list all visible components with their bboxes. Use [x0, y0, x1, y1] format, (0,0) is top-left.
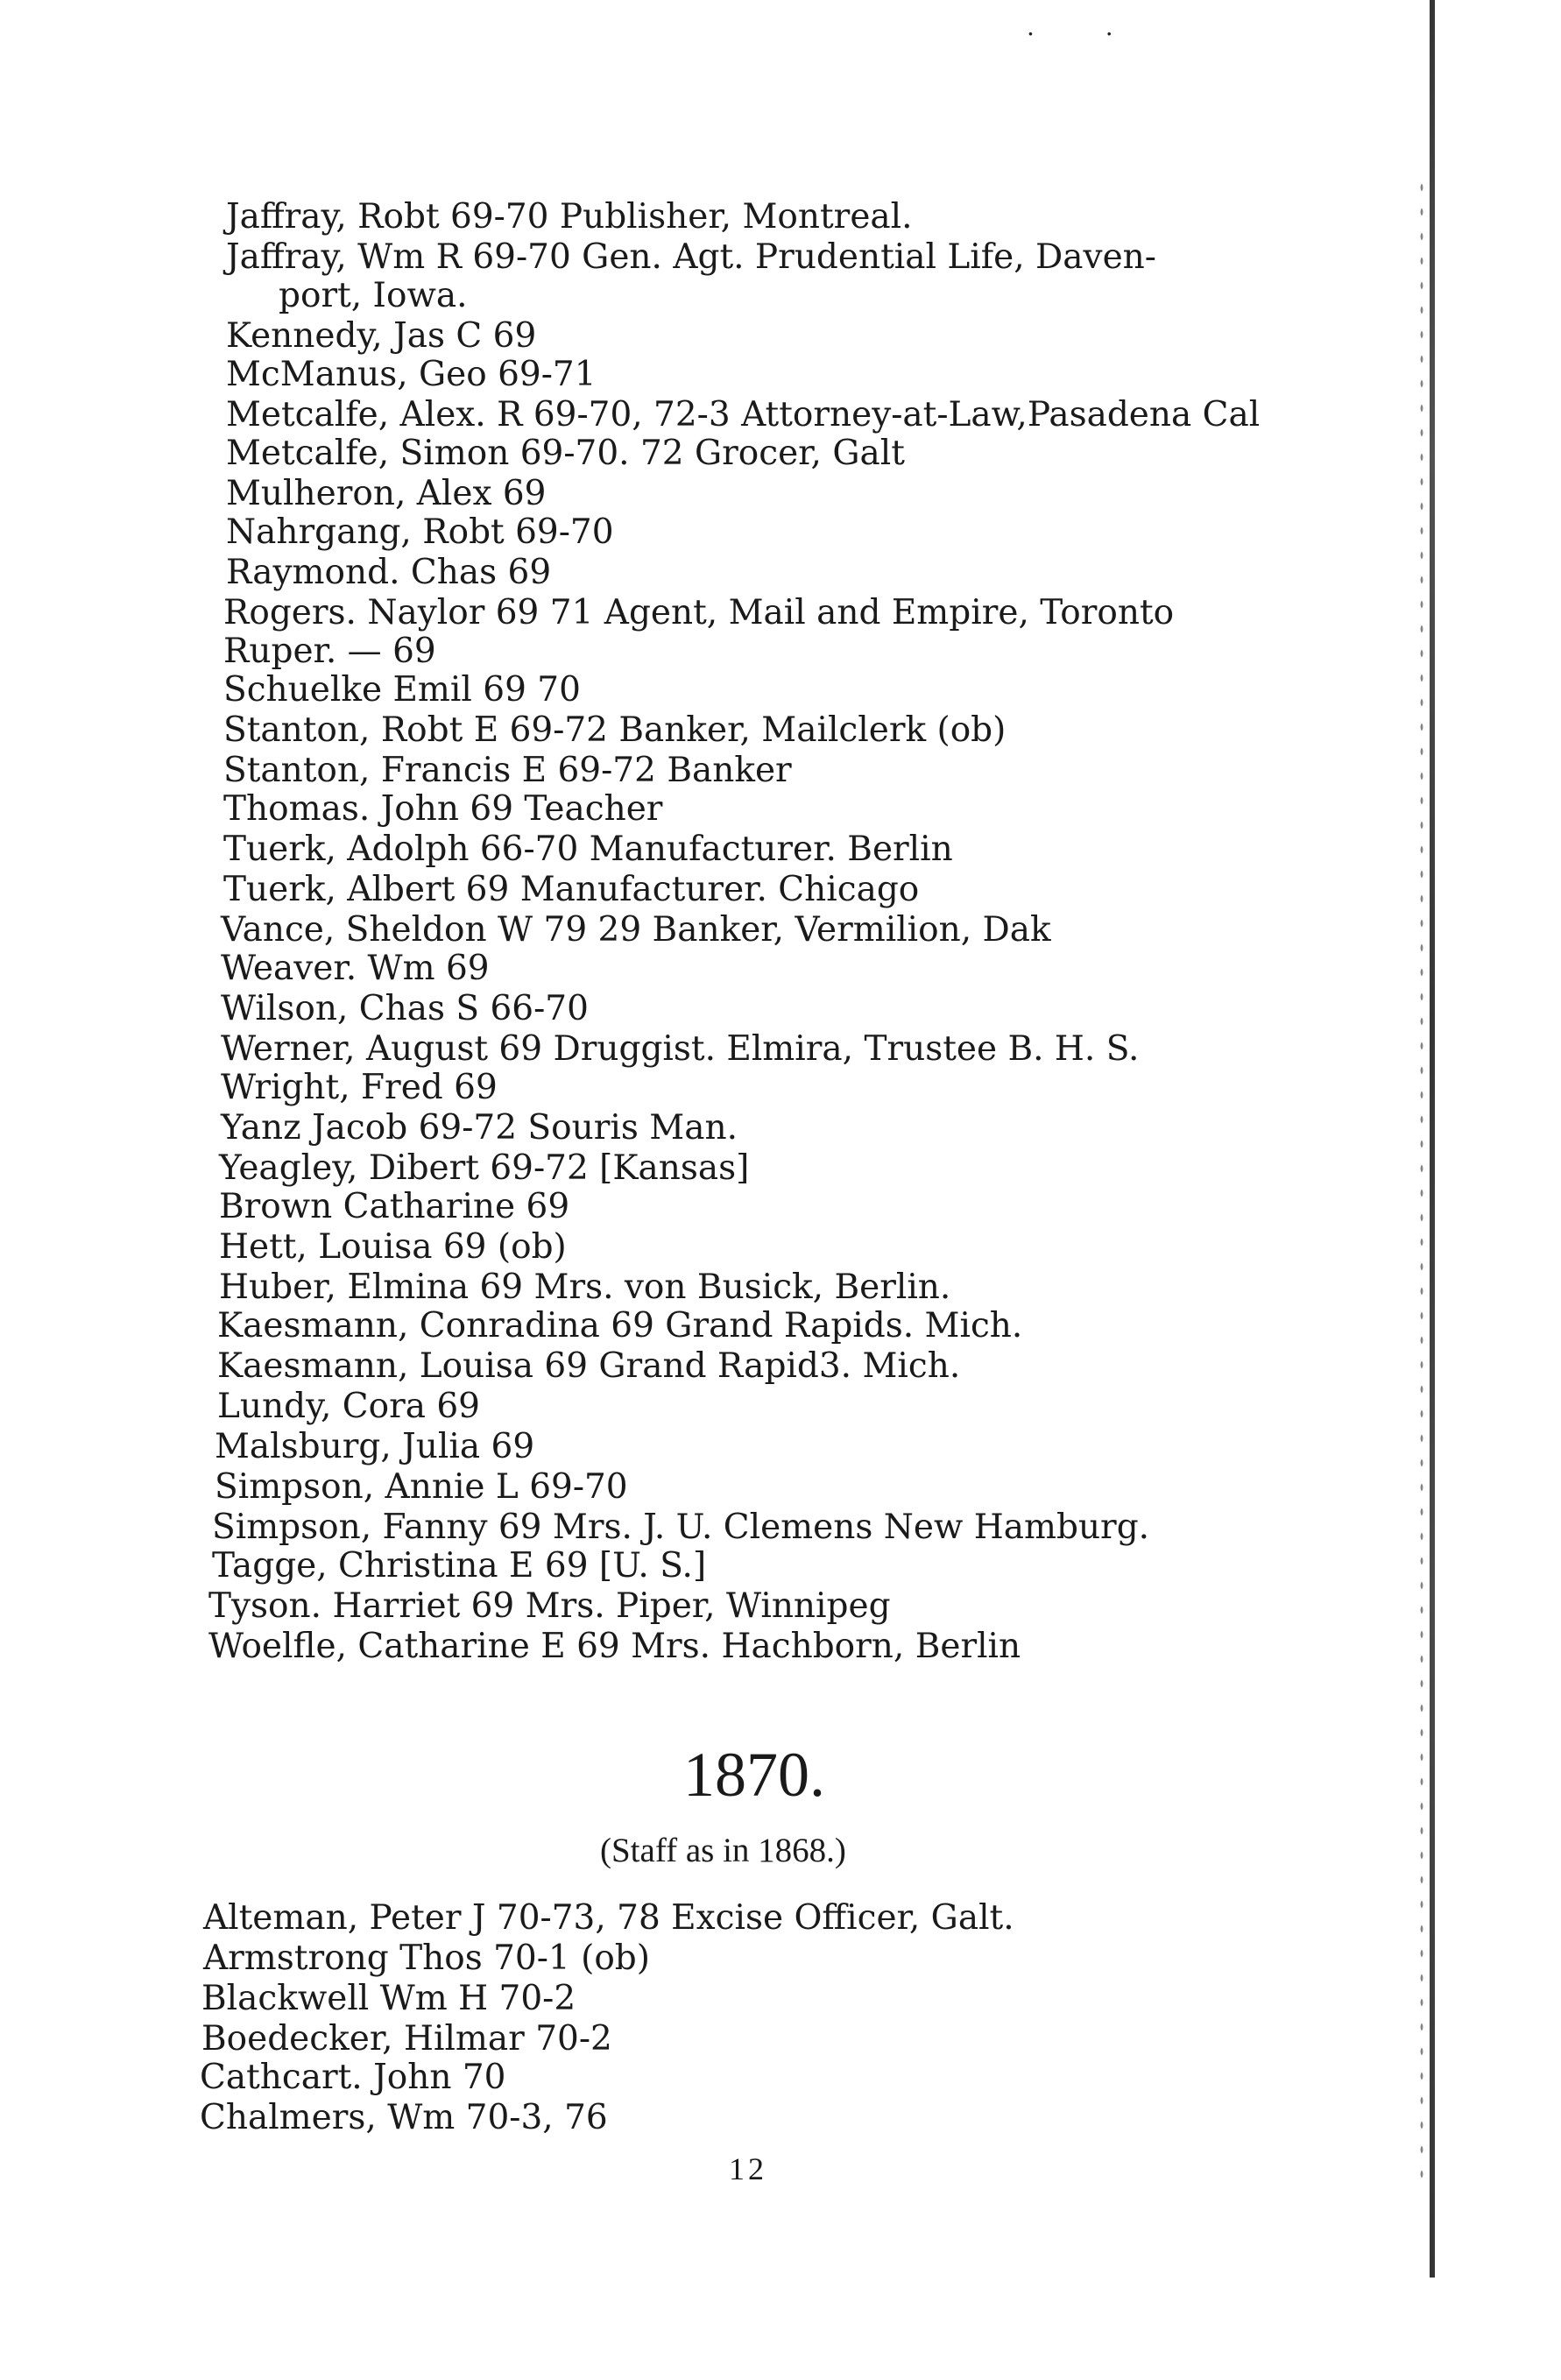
entry-line: Huber, Elmina 69 Mrs. von Busick, Berlin. [219, 1268, 951, 1307]
entry-line: Tuerk, Albert 69 Manufacturer. Chicago [223, 870, 920, 909]
entry-line: Schuelke Emil 69 70 [223, 670, 581, 710]
entry-line: Hett, Louisa 69 (ob) [219, 1227, 567, 1267]
entry-line: Woelfle, Catharine E 69 Mrs. Hachborn, Berlin [208, 1627, 1021, 1666]
page-number: 12 [729, 2151, 767, 2186]
entry-line: Rogers. Naylor 69 71 Agent, Mail and Empire, Toronto [223, 593, 1175, 632]
entry-line: Boedecker, Hilmar 70-2 [201, 2019, 612, 2059]
entry-line: Malsburg, Julia 69 [215, 1427, 535, 1466]
entry-line: Armstrong Thos 70-1 (ob) [203, 1939, 650, 1978]
entry-line: Stanton, Robt E 69-72 Banker, Mailclerk (ob) [223, 710, 1007, 750]
entry-line: Alteman, Peter J 70-73, 78 Excise Officer, Galt. [203, 1898, 1014, 1938]
entry-line: Werner, August 69 Druggist. Elmira, Trustee B. H. S. [221, 1029, 1140, 1069]
entry-line: Jaffray, Robt 69-70 Publisher, Montreal. [226, 197, 913, 237]
staff-note: (Staff as in 1868.) [600, 1832, 846, 1869]
entry-line: Metcalfe, Simon 69-70. 72 Grocer, Galt [226, 434, 905, 473]
entry-line: Tuerk, Adolph 66-70 Manufacturer. Berlin [223, 830, 953, 869]
entry-line: Simpson, Fanny 69 Mrs. J. U. Clemens New Hamburg. [212, 1508, 1150, 1547]
entry-line: Thomas. John 69 Teacher [223, 789, 663, 829]
page-edge-speckle [1417, 175, 1426, 2190]
entry-line: Raymond. Chas 69 [226, 553, 552, 592]
entry-line: Kaesmann, Conradina 69 Grand Rapids. Mich. [217, 1306, 1023, 1345]
entry-line: Yeagley, Dibert 69-72 [Kansas] [219, 1148, 750, 1188]
year-heading: 1870. [683, 1740, 825, 1810]
entry-line: Kaesmann, Louisa 69 Grand Rapid3. Mich. [217, 1346, 961, 1386]
entry-line: Ruper. — 69 [223, 632, 436, 671]
entry-line: Tagge, Christina E 69 [U. S.] [212, 1546, 707, 1585]
entry-line: Tyson. Harriet 69 Mrs. Piper, Winnipeg [208, 1586, 891, 1626]
entry-line: Stanton, Francis E 69-72 Banker [223, 751, 792, 790]
entry-line: Vance, Sheldon W 79 29 Banker, Vermilion, Dak [221, 910, 1051, 950]
entry-line: Nahrgang, Robt 69-70 [226, 512, 614, 552]
top-print-mark: . . [1027, 12, 1145, 41]
entry-line: Brown Catharine 69 [219, 1187, 570, 1226]
entry-line: Kennedy, Jas C 69 [226, 316, 537, 356]
entry-line: Yanz Jacob 69-72 Souris Man. [221, 1108, 738, 1148]
entry-line: Weaver. Wm 69 [221, 949, 490, 988]
page-edge-shadow [1430, 0, 1435, 2278]
entry-line: Wilson, Chas S 66-70 [221, 989, 589, 1028]
entry-line: Simpson, Annie L 69-70 [215, 1467, 628, 1507]
entry-line: Chalmers, Wm 70-3, 76 [200, 2098, 608, 2137]
entry-line: Wright, Fred 69 [221, 1068, 498, 1107]
entry-line: Jaffray, Wm R 69-70 Gen. Agt. Prudential Life, Daven- [226, 237, 1156, 277]
entry-line: Mulheron, Alex 69 [226, 474, 547, 513]
entry-line: Blackwell Wm H 70-2 [201, 1979, 576, 2018]
entry-line: McManus, Geo 69-71 [226, 355, 597, 394]
entry-line: Cathcart. John 70 [200, 2058, 506, 2097]
entry-line-continuation: port, Iowa. [279, 276, 468, 315]
entry-line: Metcalfe, Alex. R 69-70, 72-3 Attorney-at-Law,Pasadena Cal [226, 395, 1261, 434]
entry-line: Lundy, Cora 69 [217, 1387, 480, 1426]
